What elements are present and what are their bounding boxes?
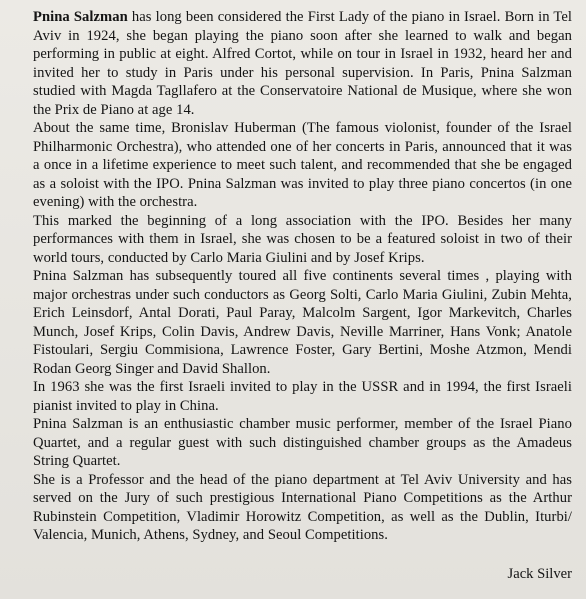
paragraph-intro-text: has long been considered the First Lady of the piano in Israel. Born in Tel Aviv in 1924, she began playing the piano soon after she learned to walk and began performing in public at eight. Alfred Cortot, while on tour in Israel in 1932, heard her and invited her to study in Paris under his personal supervision. In Paris, Pnina Salzman studied with Magda Tagllafero at the Conservatoire National de Musique, where she won the Prix de Piano at age 14. [33, 9, 572, 118]
pianist-name: Pnina Salzman [33, 9, 128, 25]
paragraph-ipo: This marked the beginning of a long association with the IPO. Besides her many performances with them in Israel, she was chosen to be a featured soloist in two of their world tours, conducted by Carlo Maria Giulini and by Josef Krips. [33, 212, 572, 266]
paragraph-chamber-music: Pnina Salzman is an enthusiastic chamber music performer, member of the Israel Piano Quartet, and a regular guest with such distinguished chamber groups as the Amadeus String Quartet. [33, 416, 572, 469]
author-signature: Jack Silver [507, 566, 572, 582]
paragraph-professor: She is a Professor and the head of the piano department at Tel Aviv University and has served on the Jury of such prestigious International Piano Competitions as the Arthur Rubinstein Competition, Vladimir Horowitz Competition, as well as the Dublin, Iturbi/ Valencia, Munich, Athens, Sydney, and Seoul Competitions. [33, 471, 572, 543]
paragraph-huberman: About the same time, Bronislav Huberman (The famous violonist, founder of the Israel Philharmonic Orchestra), who attended one of her concerts in Paris, announced that it was a once in a lifetime experience to meet such talent, and recommended that she be engaged as a soloist with the IPO. Pnina Salzman was invited to play three piano concertos (in one evening) with the orchestra. [33, 120, 572, 210]
paragraph-tours: Pnina Salzman has subsequently toured all five continents several times , playing with major orchestras under such conductors as Georg Solti, Carlo Maria Giulini, Zubin Mehta, Erich Leinsdorf, Antal Dorati, Paul Paray, Malcolm Sargent, Igor Markevitch, Charles Munch, Josef Krips, Colin Davis, Andrew Davis, Neville Marriner, Hans Vonk; Anatole Fistoulari, Sergiu Commisiona, Lawrence Foster, Gary Bertini, Moshe Atzmon, Mendi Rodan Georg Singer and David Shallon. [33, 268, 572, 377]
paragraph-ussr-china: In 1963 she was the first Israeli invited to play in the USSR and in 1994, the first Israeli pianist invited to play in China. [33, 379, 572, 414]
paragraph-intro [33, 8, 572, 119]
